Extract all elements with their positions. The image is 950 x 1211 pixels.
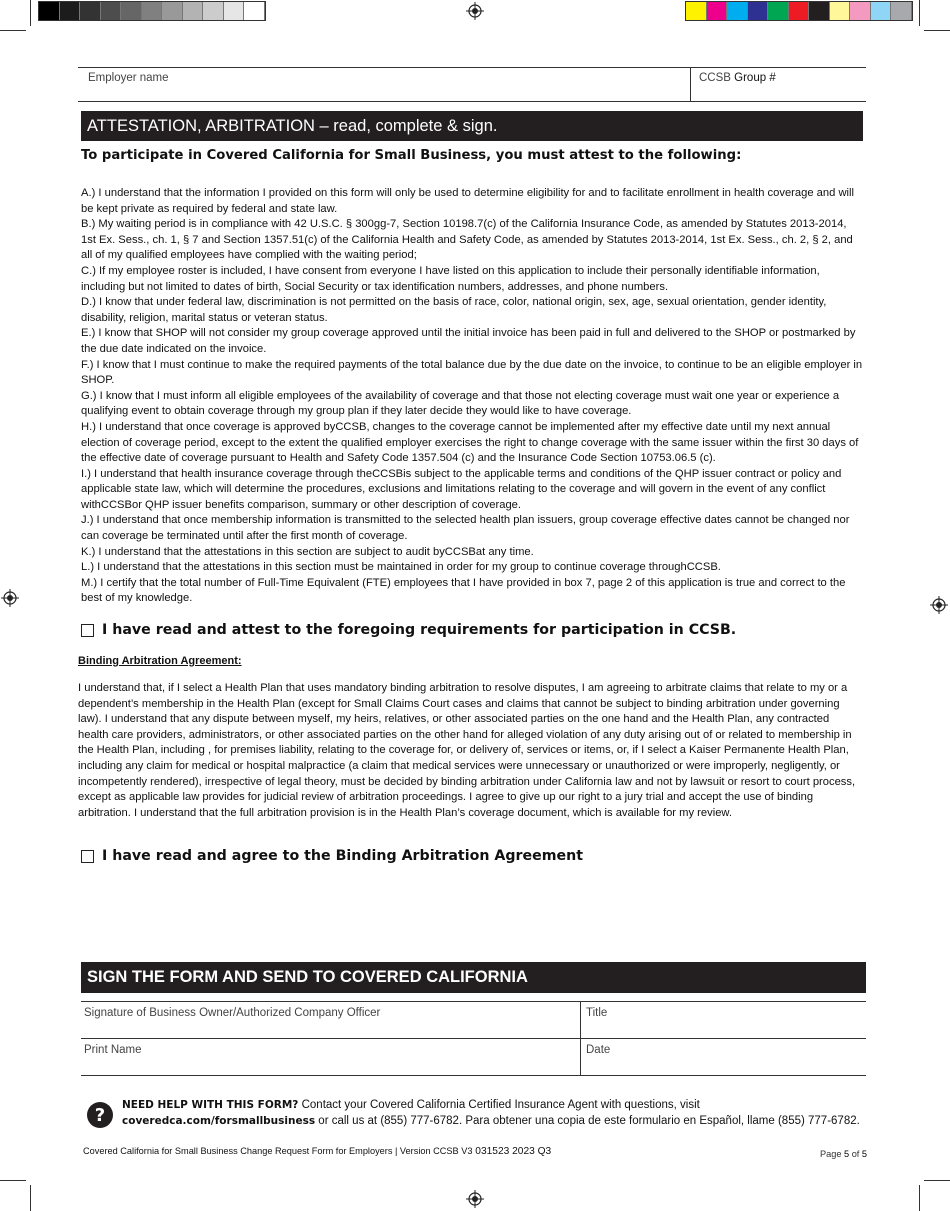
swatch (39, 2, 60, 20)
help-phone-2[interactable]: (855) 777-6782 (777, 1115, 857, 1127)
help-text-3: . Para obtener una copia de este formulario en Español, llame (458, 1115, 778, 1127)
arbitration-heading: Binding Arbitration Agreement: (78, 655, 242, 667)
cmyk-color-bar (685, 1, 913, 21)
grayscale-color-bar (38, 1, 266, 21)
attestation-item: G.) I know that I must inform all eligible employees of the availability of coverage and that those not electing coverage must wait one year or experience a qualifying event to obtain coverage through my group plan if they later decide they would like to have coverage. (81, 389, 840, 418)
page-current: 5 (844, 1149, 850, 1159)
sign-title-bar: SIGN THE FORM AND SEND TO COVERED CALIFORNIA (81, 962, 866, 993)
swatch (142, 2, 163, 20)
crop-mark (0, 30, 26, 31)
page-of: of (849, 1149, 862, 1159)
page-prefix: Page (820, 1149, 845, 1159)
crop-mark (0, 1180, 26, 1181)
swatch (60, 2, 81, 20)
attestation-item: B.) My waiting period is in compliance with 42 U.S.C. § 300gg-7, Section 10198.7(c) of the California Insurance Code, as amended by Statutes 2013-2014, 1st Ex. Sess., ch. 1, § 7 and Section 1357.51(c) of the California Health and Safety Code, as amended by Statutes 2013-2014, 1st Ex. Sess., ch. 2, § 2, and all of my qualified employees have complied with the waiting period; (81, 218, 853, 262)
help-text-1: Contact your Covered California Certified Insurance Agent with questions, visit (298, 1099, 700, 1111)
footer-form-name (83, 1146, 551, 1157)
group-prefix: CCSB (699, 72, 731, 84)
date-field[interactable]: Date (580, 1039, 866, 1075)
ccsb-group-field[interactable] (690, 68, 866, 101)
attest-checkbox-label: I have read and attest to the foregoing requirements for participation in CCSB. (102, 622, 737, 638)
footer-form-title: Covered California for Small Business Change Request Form for Employers | Version CCSB V3 (83, 1146, 473, 1156)
attestation-item: L.) I understand that the attestations in this section must be maintained in order for my group to continue coverage throughCCSB. (81, 561, 721, 574)
attest-checkbox-row[interactable] (81, 622, 736, 638)
attestation-item: H.) I understand that once coverage is approved byCCSB, changes to the coverage cannot be implemented after my effective date until my next annual election of coverage period, except to the extent the qualified employer exercises the right to change coverage with the same issuer within the first 30 days of the effective date of coverage pursuant to Health and Safety Code 1357.504 (c) and the Insurance Code Section 10753.06.5 (c). (81, 420, 859, 465)
swatch (727, 2, 748, 20)
attest-checkbox[interactable] (81, 624, 94, 637)
swatch (121, 2, 142, 20)
swatch (891, 2, 912, 20)
arbitration-body: I understand that, if I select a Health Plan that uses mandatory binding arbitration to resolve disputes, I am agreeing to arbitrate claims that relate to my or a dependent’s membership in the Health Plan (except for Small Claims Court cases and claims that cannot be subject to binding arbitration under governing law). I understand that any dispute between myself, my heirs, relatives, or other associated parties on the one hand and the Health Plan, any contracted health care providers, administrators, or other associated parties on the other hand for alleged violation of any duty arising out of or related to membership in the Health Plan, including , for premises liability, relating to the coverage for, or delivery of, services or items, or, if I select a Kaiser Permanente Health Plan, including any claim for medical or hospital malpractice (a claim that medical services were unnecessary or unauthorized or were improperly, negligently, or incompetently rendered), irrespective of legal theory, must be decided by binding arbitration under California law and not by lawsuit or resort to court process, except as applicable law provides for judicial review of arbitration proceedings. I agree to give up our right to a jury trial and accept the use of binding arbitration. I understand that the full arbitration provision is in the Health Plan’s coverage document, which is available for my review. (78, 682, 856, 819)
attestation-item: J.) I understand that once membership information is transmitted to the selected health plan issuers, group coverage effective dates cannot be changed nor can coverage be terminated until after the first month of coverage. (81, 514, 850, 543)
arbitration-checkbox-row[interactable] (81, 848, 583, 864)
swatch (789, 2, 810, 20)
attestation-item: K.) I understand that the attestations in this section are subject to audit byCCSBat any time. (81, 545, 534, 558)
employer-header-row (78, 67, 866, 102)
attestation-item: F.) I know that I must continue to make the required payments of the total balance due by the due date on the invoice, to continue to be an eligible employer in SHOP. (81, 358, 863, 387)
crop-mark (30, 1185, 31, 1211)
swatch (203, 2, 224, 20)
crop-mark (924, 1180, 950, 1181)
arbitration-checkbox-label: I have read and agree to the Binding Arbitration Agreement (102, 848, 584, 864)
attestation-item: I.) I understand that health insurance coverage through theCCSBis subject to the applicable terms and conditions of the QHP issuer contract or policy and applicable state law, which will determine the procedures, exclusions and limitations relating to the coverage and will govern in the event of any conflict withCCSBor QHP issuer benefits comparison, summary or other description of coverage. (81, 467, 842, 511)
page-total: 5 (861, 1149, 868, 1159)
help-phone[interactable]: (855) 777-6782 (380, 1115, 459, 1127)
attestation-title-bar: ATTESTATION, ARBITRATION – read, complete & sign. (81, 111, 863, 141)
attestation-list (81, 186, 863, 607)
signature-field[interactable]: Signature of Business Owner/Authorized Company Officer (84, 1007, 381, 1019)
swatch (830, 2, 851, 20)
swatch (850, 2, 871, 20)
swatch (101, 2, 122, 20)
swatch (748, 2, 769, 20)
footer-version-code: 031523 2023 Q3 (472, 1146, 552, 1157)
swatch (224, 2, 245, 20)
registration-mark-icon (930, 596, 948, 614)
arbitration-checkbox[interactable] (81, 850, 94, 863)
swatch (707, 2, 728, 20)
swatch (183, 2, 204, 20)
page-number (820, 1149, 867, 1159)
crop-mark (919, 1185, 920, 1211)
attestation-lead: To participate in Covered California for Small Business, you must attest to the following: (81, 148, 742, 163)
attestation-item: A.) I understand that the information I provided on this form will only be used to determine eligibility for and to facilitate enrollment in health coverage and will be kept private as required by federal and state law. (81, 187, 854, 215)
swatch (871, 2, 892, 20)
swatch (244, 2, 265, 20)
attestation-item: C.) If my employee roster is included, I have consent from everyone I have listed on this application to include their personally identifiable information, including but not limited to dates of birth, Social Security or tax identification numbers, addresses, and phone numbers. (81, 264, 820, 293)
attestation-item: D.) I know that under federal law, discrimination is not permitted on the basis of race, color, national origin, sex, age, sexual orientation, gender identity, disability, religion, marital status or veteran status. (81, 296, 827, 324)
help-text-2: or call us at (315, 1115, 381, 1127)
title-field[interactable]: Title (580, 1002, 866, 1038)
swatch (768, 2, 789, 20)
registration-mark-icon (1, 589, 19, 607)
employer-name-field[interactable]: Employer name (88, 72, 169, 84)
crop-mark (30, 0, 31, 26)
registration-mark-icon (466, 1190, 484, 1208)
signature-row (81, 1001, 866, 1039)
attestation-item: M.) I certify that the total number of Full-Time Equivalent (FTE) employees that I have provided in box 7, page 2 of this application is true and correct to the best of my knowledge. (81, 576, 846, 605)
swatch (162, 2, 183, 20)
help-question-icon: ? (87, 1102, 113, 1128)
help-text (122, 1097, 862, 1129)
print-name-field[interactable]: Print Name (84, 1044, 142, 1056)
crop-mark (919, 0, 920, 26)
registration-mark-icon (466, 2, 484, 20)
swatch (80, 2, 101, 20)
help-heading: NEED HELP WITH THIS FORM? (122, 1099, 299, 1111)
group-suffix: Group # (734, 72, 776, 84)
help-link[interactable]: coveredca.com/forsmallbusiness (122, 1115, 316, 1127)
attestation-item: E.) I know that SHOP will not consider my group coverage approved until the initial invoice has been paid in full and delivered to the SHOP or postmarked by the due date indicated on the invoice. (81, 327, 856, 355)
help-text-4: . (856, 1115, 860, 1127)
swatch (809, 2, 830, 20)
name-date-row (81, 1039, 866, 1076)
swatch (686, 2, 707, 20)
crop-mark (924, 30, 950, 31)
